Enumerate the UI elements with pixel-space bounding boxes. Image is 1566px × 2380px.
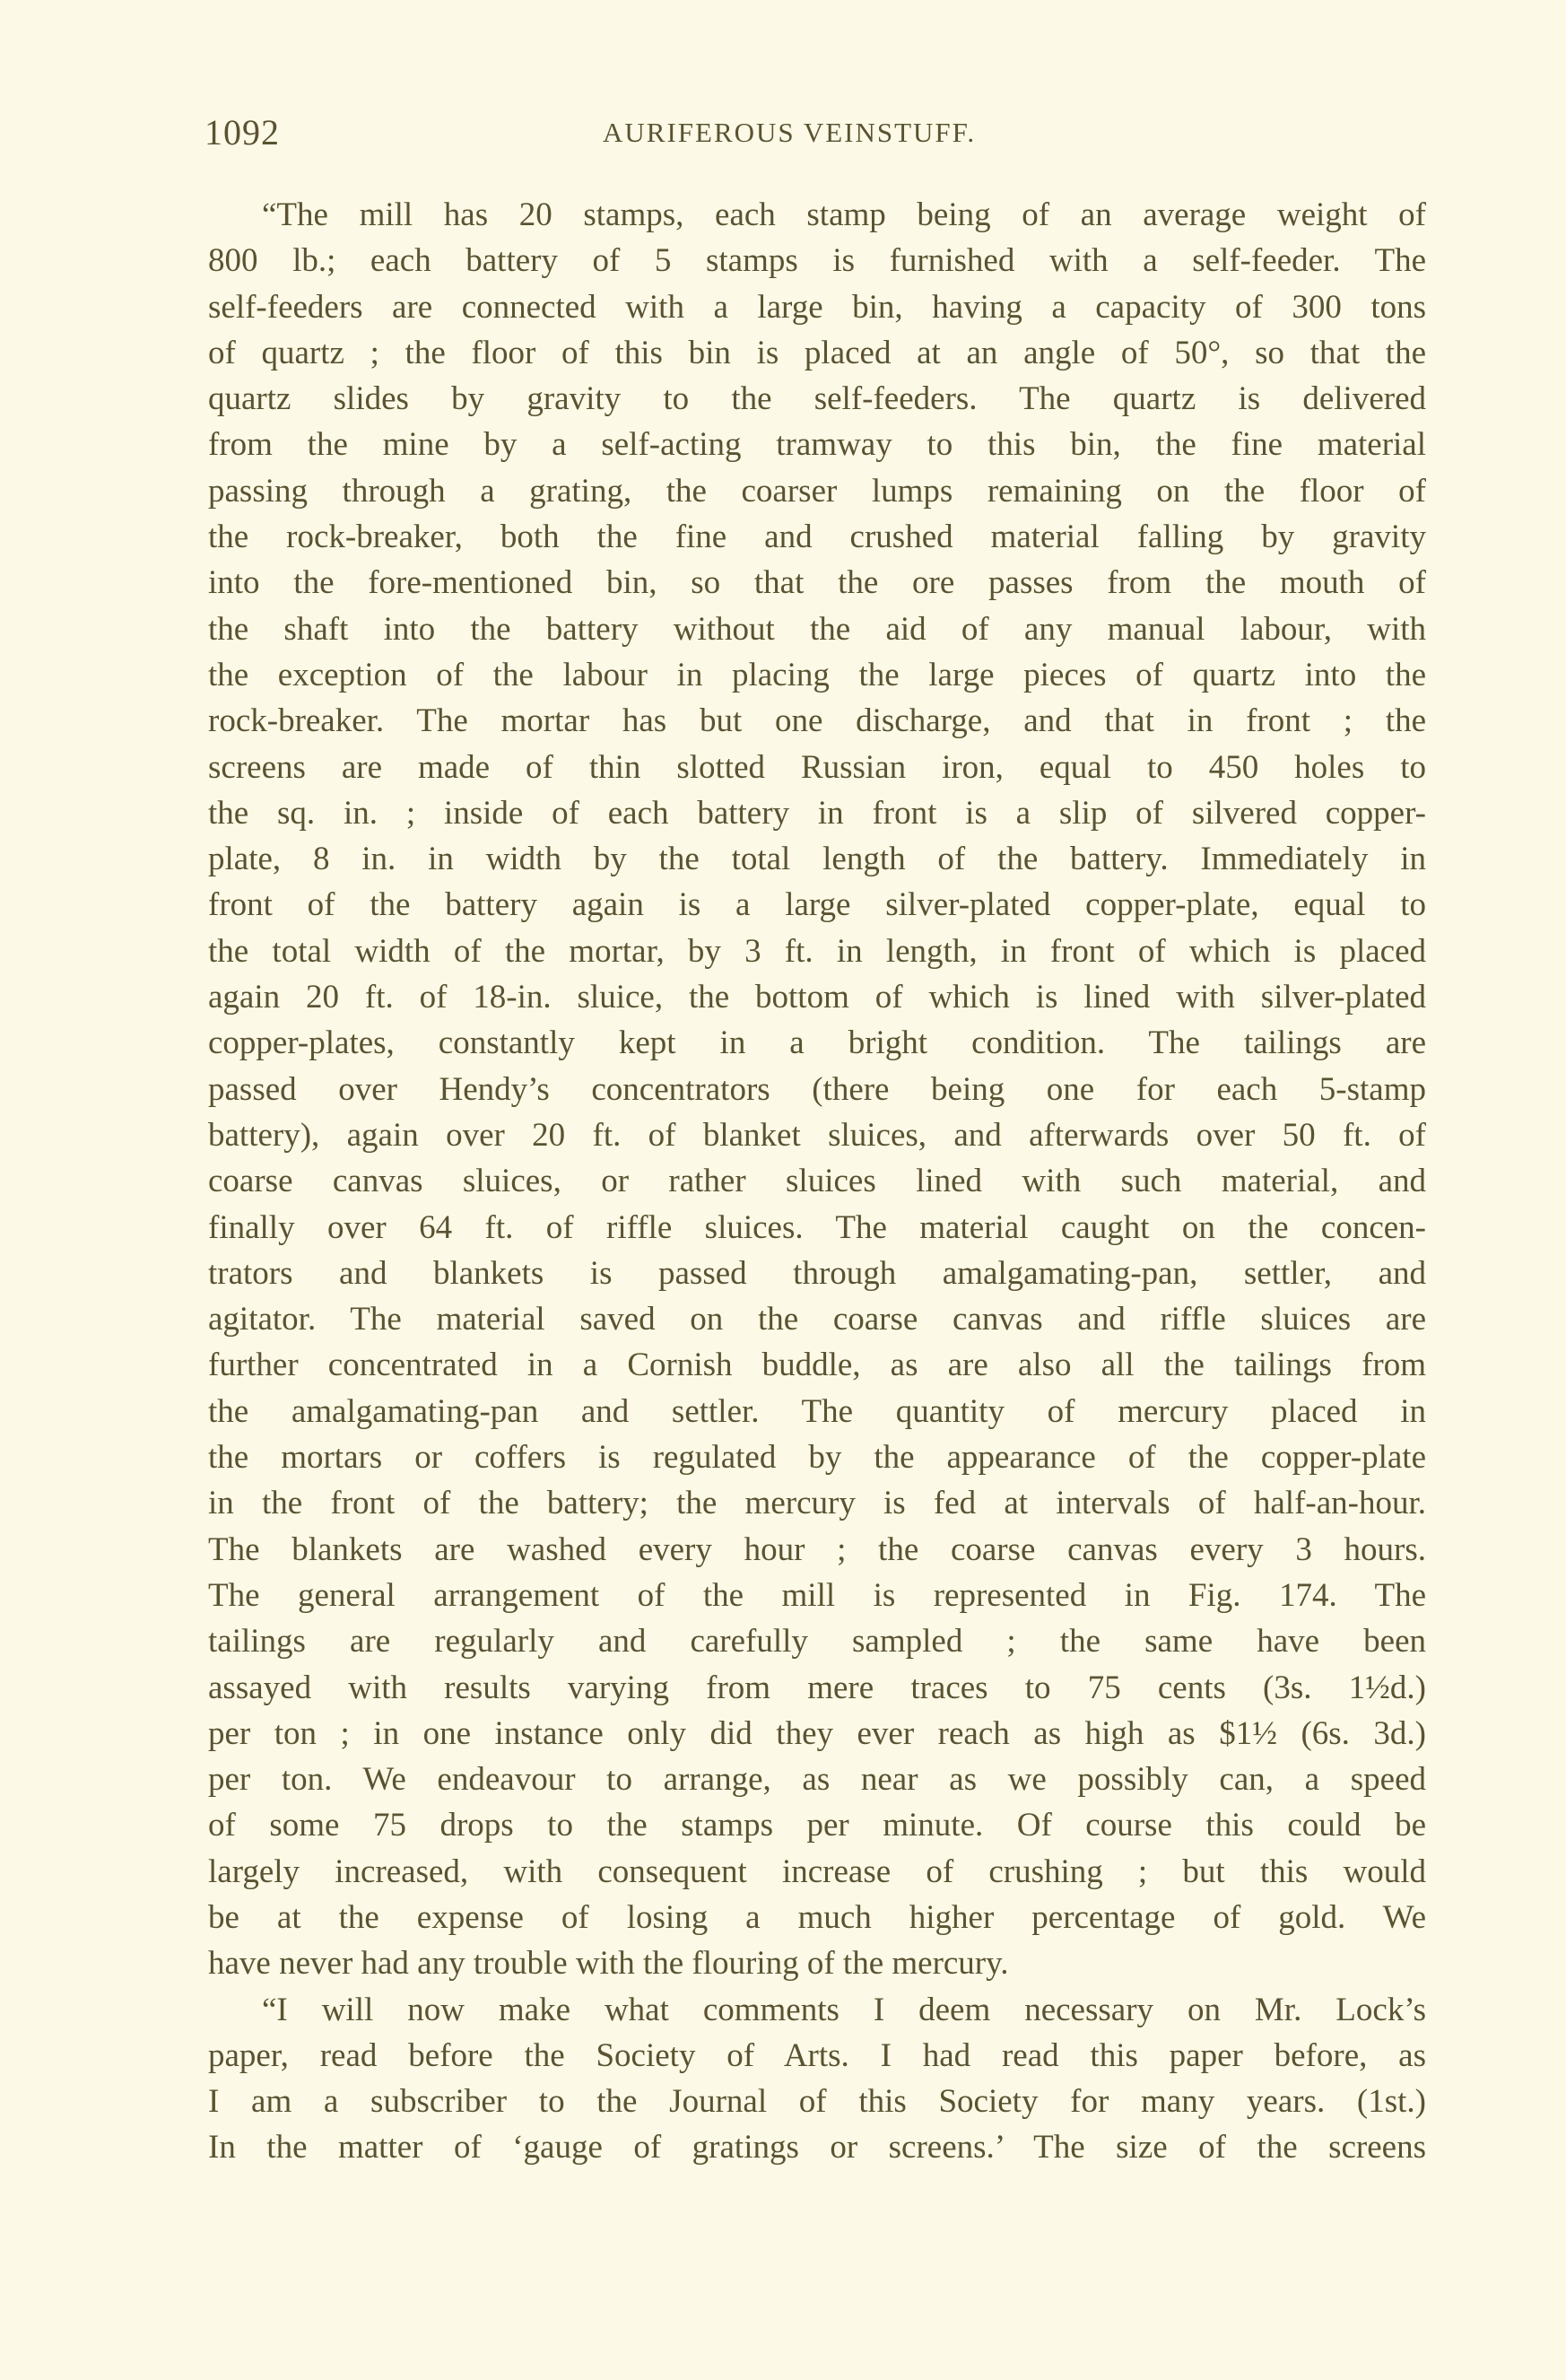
paragraph — [208, 192, 1426, 1987]
text-line: per ton ; in one instance only did they ever reach as high as $1½ (6s. 3d.) — [208, 1714, 1426, 1752]
text-line: the mortars or coffers is regulated by the appearance of the copper-plate — [208, 1439, 1426, 1477]
text-line: tailings are regularly and carefully sampled ; the same have been — [208, 1623, 1426, 1661]
text-line: finally over 64 ft. of riffle sluices. The material caught on the concen- — [208, 1208, 1426, 1246]
text-line: of some 75 drops to the stamps per minute. Of course this could be — [208, 1807, 1426, 1844]
text-line: into the fore-mentioned bin, so that the ore passes from the mouth of — [208, 564, 1426, 602]
text-line: in the front of the battery; the mercury is fed at intervals of half-an-hour. — [208, 1485, 1426, 1522]
text-line: trators and blankets is passed through amalgamating-pan, settler, and — [208, 1254, 1426, 1292]
running-title: AURIFEROUS VEINSTUFF. — [603, 117, 977, 148]
text-line: “The mill has 20 stamps, each stamp being of an average weight of — [262, 196, 1426, 233]
text-line: In the matter of ‘gauge of gratings or screens.’ The size of the screens — [208, 2129, 1426, 2166]
text-line: plate, 8 in. in width by the total length of the battery. Immediately in — [208, 841, 1426, 878]
body-text — [208, 192, 1426, 2171]
text-line: passed over Hendy’s concentrators (there being one for each 5-stamp — [208, 1070, 1426, 1108]
text-line: further concentrated in a Cornish buddle, as are also all the tailings from — [208, 1347, 1426, 1384]
text-line: the rock-breaker, both the fine and crushed material falling by gravity — [208, 519, 1426, 556]
text-line: be at the expense of losing a much higher percentage of gold. We — [208, 1898, 1426, 1936]
text-line: of quartz ; the floor of this bin is placed at an angle of 50°, so that the — [208, 334, 1426, 371]
text-line: battery), again over 20 ft. of blanket sluices, and afterwards over 50 ft. of — [208, 1116, 1426, 1154]
text-line: from the mine by a self-acting tramway to this bin, the fine material — [208, 426, 1426, 464]
text-line: copper-plates, constantly kept in a bright condition. The tailings are — [208, 1024, 1426, 1062]
text-line: rock-breaker. The mortar has but one discharge, and that in front ; the — [208, 702, 1426, 740]
text-line: the amalgamating-pan and settler. The quantity of mercury placed in — [208, 1392, 1426, 1430]
text-line: 800 lb.; each battery of 5 stamps is furnished with a self-feeder. The — [208, 242, 1426, 280]
text-line: have never had any trouble with the flouring of the mercury. — [208, 1945, 1009, 1983]
text-line: largely increased, with consequent increase of crushing ; but this would — [208, 1853, 1426, 1890]
text-line: coarse canvas sluices, or rather sluices lined with such material, and — [208, 1163, 1426, 1200]
text-line: agitator. The material saved on the coarse canvas and riffle sluices are — [208, 1301, 1426, 1338]
page-number: 1092 — [204, 112, 280, 153]
text-line: The blankets are washed every hour ; the coarse canvas every 3 hours. — [208, 1530, 1426, 1568]
text-line: paper, read before the Society of Arts. I had read this paper before, as — [208, 2036, 1426, 2074]
text-line: “I will now make what comments I deem necessary on Mr. Lock’s — [262, 1991, 1426, 2028]
text-line: screens are made of thin slotted Russian iron, equal to 450 holes to — [208, 748, 1426, 786]
text-line: again 20 ft. of 18-in. sluice, the bottom of which is lined with silver-plated — [208, 979, 1426, 1016]
text-line: the exception of the labour in placing the large pieces of quartz into the — [208, 656, 1426, 693]
text-line: I am a subscriber to the Journal of this Society for many years. (1st.) — [208, 2083, 1426, 2121]
text-line: assayed with results varying from mere traces to 75 cents (3s. 1½d.) — [208, 1669, 1426, 1706]
text-line: passing through a grating, the coarser lumps remaining on the floor of — [208, 472, 1426, 510]
text-line: quartz slides by gravity to the self-feeders. The quartz is delivered — [208, 380, 1426, 418]
text-line: the total width of the mortar, by 3 ft. in length, in front of which is placed — [208, 932, 1426, 970]
text-line: the sq. in. ; inside of each battery in front is a slip of silvered copper- — [208, 794, 1426, 832]
paragraph — [208, 1987, 1426, 2171]
text-line: per ton. We endeavour to arrange, as near as we possibly can, a speed — [208, 1761, 1426, 1799]
text-line: The general arrangement of the mill is represented in Fig. 174. The — [208, 1576, 1426, 1614]
text-line: front of the battery again is a large silver-plated copper-plate, equal to — [208, 886, 1426, 924]
text-line: self-feeders are connected with a large bin, having a capacity of 300 tons — [208, 288, 1426, 326]
text-line: the shaft into the battery without the aid of any manual labour, with — [208, 610, 1426, 648]
